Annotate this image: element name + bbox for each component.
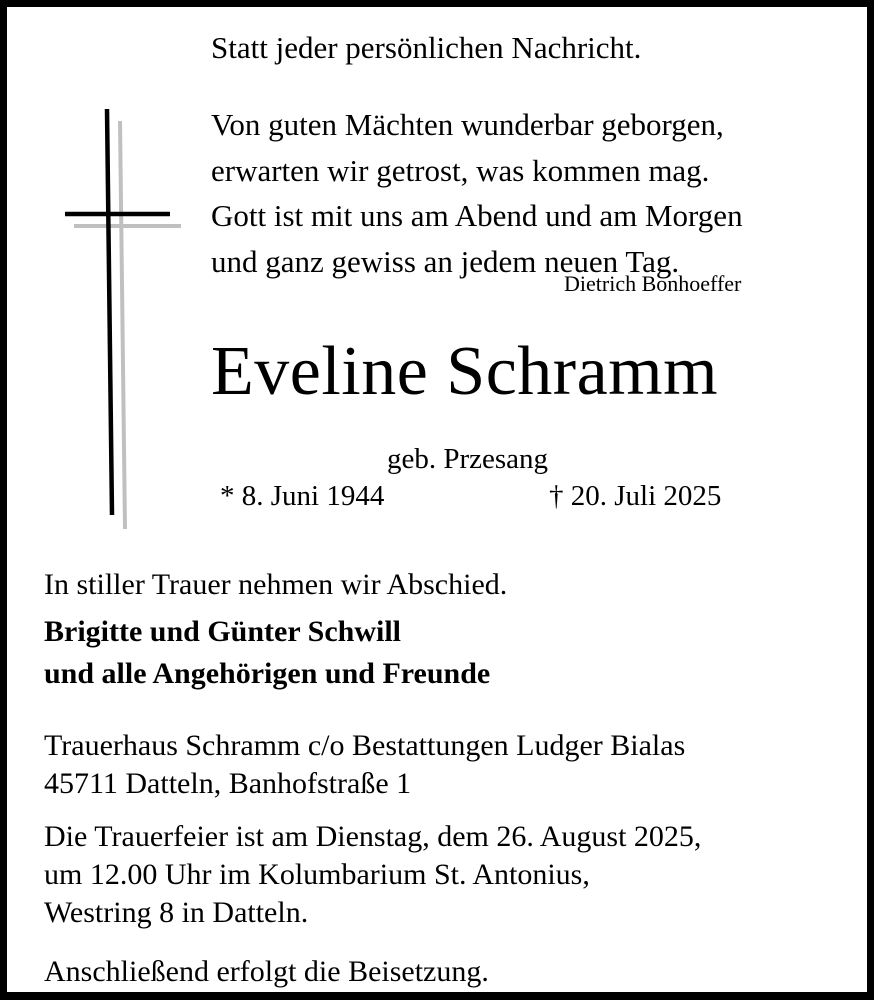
poem-line: Von guten Mächten wunderbar geborgen,	[211, 107, 724, 142]
closing-line: Anschließend erfolgt die Beisetzung.	[44, 955, 489, 988]
mourner-line: und alle Angehörigen und Freunde	[44, 657, 491, 690]
cross-icon	[52, 99, 192, 539]
address-line: 45711 Datteln, Banhofstraße 1	[44, 767, 412, 800]
deceased-name: Eveline Schramm	[211, 333, 719, 410]
poem-line: Gott ist mit uns am Abend und am Morgen	[211, 198, 743, 233]
maiden-name: geb. Przesang	[387, 443, 549, 475]
farewell-line: In stiller Trauer nehmen wir Abschied.	[44, 568, 508, 601]
poem-author: Dietrich Bonhoeffer	[564, 271, 742, 296]
intro-line: Statt jeder persönlichen Nachricht.	[211, 30, 642, 65]
obituary-notice	[7, 7, 867, 992]
poem	[211, 102, 743, 284]
poem-line: erwarten wir getrost, was kommen mag.	[211, 152, 710, 188]
service-line: Die Trauerfeier ist am Dienstag, dem 26. August 2025,	[44, 820, 702, 853]
poem-line: und ganz gewiss an jedem neuen Tag.	[211, 243, 680, 279]
mourner-line: Brigitte und Günter Schwill	[44, 615, 401, 648]
service-line: Westring 8 in Datteln.	[44, 896, 309, 929]
address-line: Trauerhaus Schramm c/o Bestattungen Ludger Bialas	[44, 729, 686, 762]
death-date: † 20. Juli 2025	[549, 480, 722, 512]
service-line: um 12.00 Uhr im Kolumbarium St. Antonius,	[44, 858, 590, 891]
birth-date: * 8. Juni 1944	[220, 480, 385, 512]
